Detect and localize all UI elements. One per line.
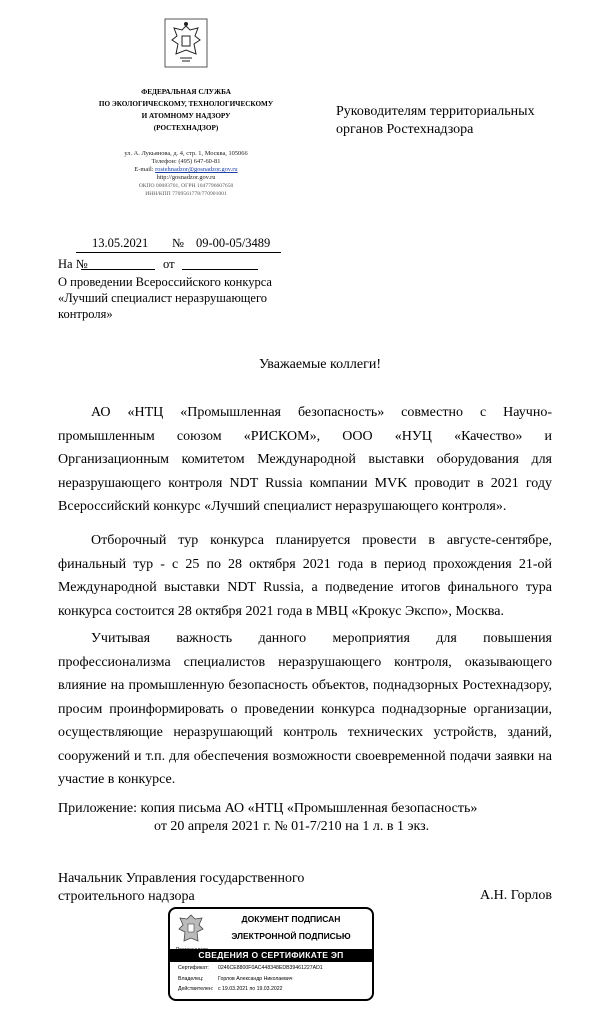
agency-website[interactable]: http://gosnadzor.gov.ru — [156, 174, 216, 181]
stamp-validity-row — [178, 986, 368, 993]
attachment-note — [58, 800, 552, 836]
body-paragraph: Отборочный тур конкурса планируется провести в августе-сентябре, финальный тур - с 25 по 28 октября 2021 года в период прохождения 21-ой Международной выставки NDT Russia, а подведение итогов финального тура конкурса состоится 28 октября 2021 года в МВЦ «Крокус Экспо», Москва. — [58, 533, 552, 619]
rostechnadzor-emblem-icon — [176, 913, 206, 947]
stamp-header: ДОКУМЕНТ ПОДПИСАН — [241, 914, 341, 924]
on-number-label: На № — [58, 257, 88, 271]
body-paragraph: АО «НТЦ «Промышленная безопасность» совместно с Научно-промышленным союзом «РИСКОМ», ООО «НУЦ «Качество» и Организационным комитетом Международной выставки оборудования для неразрушающего контроля NDT Russia компании MVK проводит в 2021 году Всероссийский конкурс «Лучший специалист неразрушающего контроля». — [58, 405, 552, 514]
stamp-cert-row — [178, 965, 368, 972]
agency-inn: ИНН/КПП 7709561778/770901001 — [145, 191, 227, 197]
russian-coat-of-arms-icon — [164, 18, 208, 68]
greeting: Уважаемые коллеги! — [258, 357, 382, 372]
registration-date: 13.05.2021 — [92, 236, 149, 250]
stamp-cert-bar: СВЕДЕНИЯ О СЕРТИФИКАТЕ ЭП — [170, 949, 372, 962]
letter-subject: О проведении Всероссийского конкурса «Лучший специалист неразрушающего контроля» — [58, 275, 272, 321]
agency-email-row — [70, 166, 302, 174]
signatory-name: А.Н. Горлов — [480, 888, 552, 903]
agency-line: (РОСТЕХНАДЗОР) — [153, 124, 219, 132]
owner-label: Владелец: — [178, 976, 204, 982]
agency-line: ПО ЭКОЛОГИЧЕСКОМУ, ТЕХНОЛОГИЧЕСКОМУ — [98, 100, 274, 108]
attachment-line: от 20 апреля 2021 г. № 01-7/210 на 1 л. в 1 экз. — [154, 819, 430, 834]
blank-line — [81, 269, 155, 270]
agency-okpo: ОКПО 00083701, ОГРН 1047796607650 — [138, 183, 234, 189]
body-paragraph: Учитывая важность данного мероприятия для повышения профессионализма специалистов неразрушающего контроля, оказывающего влияние на промышленную безопасность объектов, поднадзорных Ростехнадзору, просим проинформировать о проведении конкурса поднадзорные организации, осуществляющие неразрушающий контроль технических устройств, зданий, сооружений и т.п. для обеспечения возможности своевременной подачи заявки на участие в конкурсе. — [58, 631, 552, 787]
attachment-line: Приложение: копия письма АО «НТЦ «Промышленная безопасность» — [58, 801, 478, 816]
agency-line: И АТОМНОМУ НАДЗОРУ — [141, 112, 231, 120]
owner-value: Горлов Александр Николаевич — [218, 976, 293, 982]
agency-phone: Телефон: (495) 647-60-81 — [151, 158, 221, 165]
stamp-header: ЭЛЕКТРОННОЙ ПОДПИСЬЮ — [231, 931, 351, 941]
cert-label: Сертификат: — [178, 965, 209, 971]
addressee: Руководителям территориальных органов Ростехнадзора — [336, 104, 535, 137]
validity-value: с 19.03.2021 по 19.03.2022 — [218, 986, 283, 992]
agency-contacts — [70, 150, 302, 198]
agency-line: ФЕДЕРАЛЬНАЯ СЛУЖБА — [141, 88, 231, 96]
email-link[interactable]: rostehnadzor@gosnadzor.gov.ru — [155, 166, 238, 173]
validity-label: Действителен: — [178, 986, 214, 992]
email-label: E-mail: — [134, 166, 156, 173]
agency-name — [70, 86, 302, 134]
number-sign: № — [172, 236, 184, 250]
registration-line — [76, 236, 281, 253]
agency-address: ул. А. Лукьянова, д. 4, стр. 1, Москва, 105066 — [124, 150, 248, 157]
blank-line — [182, 269, 258, 270]
registration-number: 09-00-05/3489 — [196, 236, 271, 250]
signatory-title: Начальник Управления государственного строительного надзора — [58, 871, 305, 904]
cert-value: 0246CE8800F0AC448348EDB39461227AD1 — [218, 965, 323, 971]
reply-to-line — [58, 257, 288, 271]
stamp-owner-row — [178, 976, 368, 983]
from-label: от — [163, 257, 175, 271]
electronic-signature-stamp — [168, 907, 374, 1001]
